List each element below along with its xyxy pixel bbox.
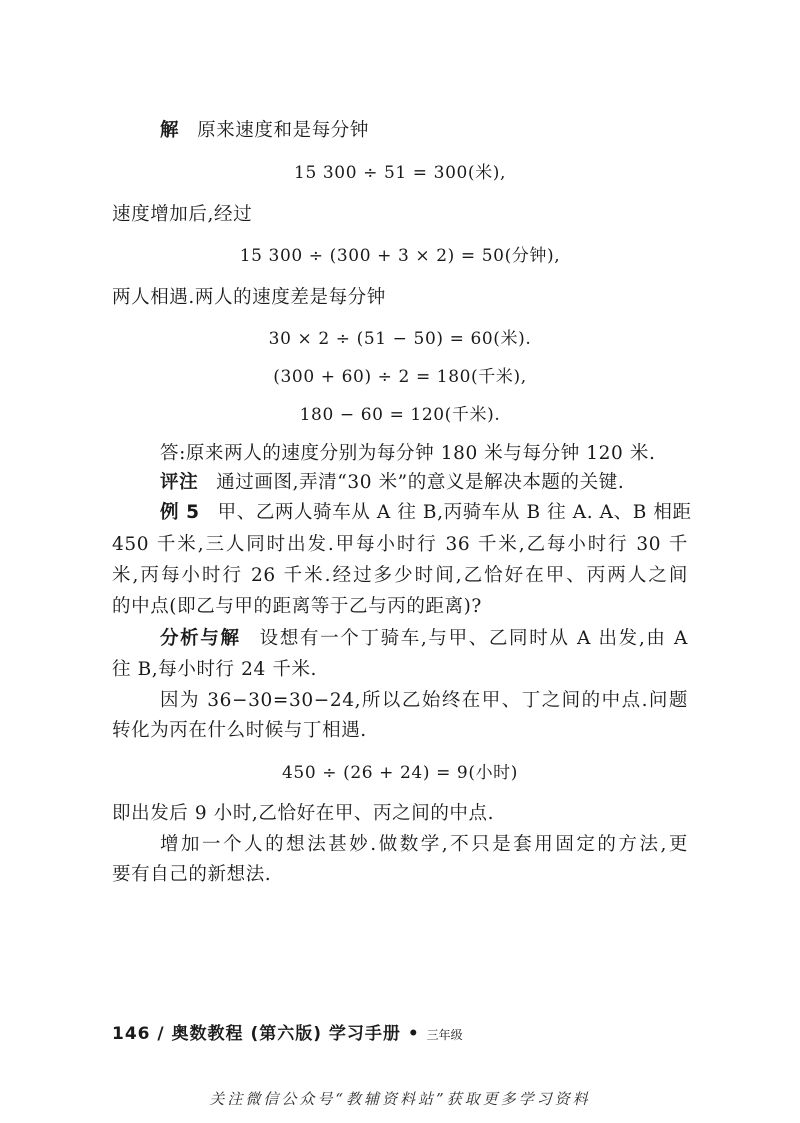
analysis-equation: 450 ÷ (26 + 24) = 9(小时) xyxy=(281,763,518,783)
analysis-line-1 xyxy=(112,626,688,652)
example5-line-4: 的中点(即乙与甲的距离等于乙与丙的距离)? xyxy=(112,596,482,617)
analysis-line-6: 增加一个人的想法甚妙.做数学,不只是套用固定的方法,更 xyxy=(160,834,688,855)
solution-line-3: 两人相遇.两人的速度差是每分钟 xyxy=(112,287,386,308)
analysis-text-1: 设想有一个丁骑车,与甲、乙同时从 A 出发,由 A xyxy=(258,628,689,649)
comment-paragraph xyxy=(112,470,688,496)
solution-line-2: 速度增加后,经过 xyxy=(112,204,253,225)
book-title: / 奥数教程 (第六版) 学习手册 • xyxy=(157,1024,420,1044)
example5-label: 例 5 xyxy=(160,502,200,523)
equation-4: (300 + 60) ÷ 2 = 180(千米), xyxy=(273,367,527,387)
analysis-line-4: 转化为丙在什么时候与丁相遇. xyxy=(112,720,367,741)
solution-intro xyxy=(112,118,688,144)
solution-label: 解 xyxy=(160,120,180,141)
answer-line: 答:原来两人的速度分别为每分钟 180 米与每分钟 120 米. xyxy=(160,443,656,464)
example5-line-2: 450 千米,三人同时出发.甲每小时行 36 千米,乙每小时行 30 千 xyxy=(112,534,688,555)
solution-line-1: 原来速度和是每分钟 xyxy=(197,120,370,141)
equation-3: 30 × 2 ÷ (51 − 50) = 60(米). xyxy=(268,329,532,349)
analysis-label: 分析与解 xyxy=(160,628,241,649)
example5-line-3: 米,丙每小时行 26 千米.经过多少时间,乙恰好在甲、丙两人之间 xyxy=(112,565,688,586)
equation-5: 180 − 60 = 120(千米). xyxy=(299,405,501,425)
analysis-line-2: 往 B,每小时行 24 千米. xyxy=(112,659,318,680)
example5-text-1: 甲、乙两人骑车从 A 往 B,丙骑车从 B 往 A. A、B 相距 xyxy=(217,502,692,523)
equation-1: 15 300 ÷ 51 = 300(米), xyxy=(294,163,506,183)
analysis-line-5: 即出发后 9 小时,乙恰好在甲、丙之间的中点. xyxy=(112,803,495,824)
page-number: 146 xyxy=(112,1024,151,1044)
example5-line-1 xyxy=(112,500,692,526)
comment-label: 评注 xyxy=(160,472,199,493)
page-footer xyxy=(112,1022,463,1047)
watermark-text: 关注微信公众号“教辅资料站”获取更多学习资料 xyxy=(209,1090,591,1108)
equation-2: 15 300 ÷ (300 + 3 × 2) = 50(分钟), xyxy=(239,246,561,266)
analysis-line-3: 因为 36−30=30−24,所以乙始终在甲、丁之间的中点.问题 xyxy=(160,690,688,711)
grade-label: 三年级 xyxy=(426,1028,463,1042)
analysis-line-7: 要有自己的新想法. xyxy=(112,864,272,885)
comment-text: 通过画图,弄清“30 米”的意义是解决本题的关键. xyxy=(216,472,625,493)
